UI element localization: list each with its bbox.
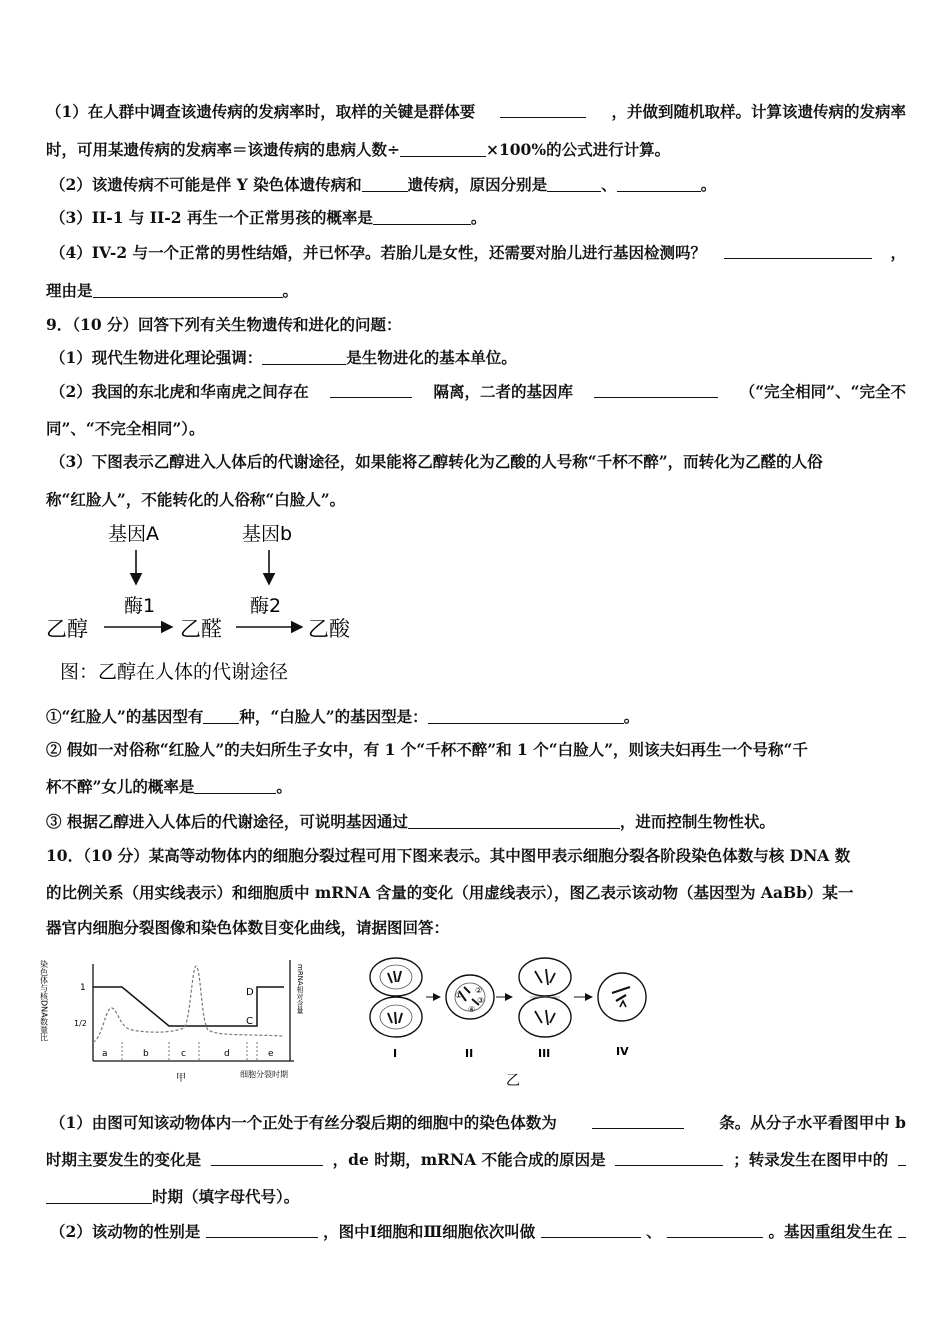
text: ；转录发生在图甲中的 [733,1150,889,1169]
q10-part2 [50,1222,906,1242]
q10-part1-line2 [46,1150,906,1170]
chart-jia [39,950,319,1090]
q8-part1-line2 [46,140,670,160]
phase-c-label: c [181,1049,186,1059]
q9-part3-line2: 称“红脸人”，不能转化的人俗称“白脸人”。 [46,490,346,509]
q9-sub1 [46,707,639,727]
text: （“完全相同”、“完全不 [739,382,906,401]
phase-e-label: e [268,1049,274,1059]
cell-iv-label: IV [616,1045,629,1058]
q9-part2-line1 [50,382,906,402]
text: 是生物进化的基本单位。 [346,348,517,367]
mrna-content-curve [93,966,284,1042]
text: 。 [623,707,640,726]
point-d-label: D [246,987,254,998]
text: （1）在人群中调查该遗传病的发病率时，取样的关键是群体要 [46,102,476,121]
point-c-label: C [246,1016,253,1027]
figure-yi-cell-division [360,955,665,1090]
text: 时期（填字母代号）。 [152,1187,300,1206]
cell-iii-label: III [538,1047,551,1060]
text: （1）现代生物进化理论强调： [50,348,263,367]
answer-blank[interactable] [206,1222,318,1238]
text: ， [890,243,906,262]
answer-blank[interactable] [898,1150,906,1166]
text: 。 [276,777,292,796]
answer-blank[interactable] [667,1222,763,1238]
cell-i-label: I [393,1047,398,1060]
q8-part4-line2 [46,281,298,301]
cell-ii-label: II [465,1047,474,1060]
q8-part4-line1 [50,243,906,263]
y-axis-left-label: 染色体与核DNA数量比 [39,960,49,1042]
text: 条。从分子水平看图甲中 b [719,1113,906,1132]
text: （4）IV-2 与一个正常的男性结婚，并已怀孕。若胎儿是女性，还需要对胎儿进行基因检测吗？ [50,243,707,262]
chromosome-dna-ratio-line [93,987,284,1026]
text: ，图中Ⅰ细胞和Ⅲ细胞依次叫做 [323,1222,536,1241]
answer-blank[interactable] [400,141,486,157]
q9-sub3 [46,812,775,832]
answer-blank[interactable] [428,708,624,724]
enzyme2-label: 酶2 [250,595,282,617]
cell-iv [598,973,646,1021]
q8-part2 [50,175,716,195]
q8-part3 [50,208,486,228]
text: 。基因重组发生在 [768,1222,893,1241]
cell-i [370,958,422,1037]
answer-blank[interactable] [408,813,620,829]
q9-sub2-line1: ② 假如一对俗称“红脸人”的夫妇所生子女中，有 1 个“千杯不醉”和 1 个“白脸人”，则该夫妇再生一个号称“千 [46,740,808,759]
text: ③ 根据乙醇进入人体后的代谢途径，可说明基因通过 [46,812,408,831]
text: 理由是 [46,281,93,300]
answer-blank[interactable] [592,1113,684,1129]
figure-yi-caption: 乙 [506,1073,520,1089]
x-axis-label: 细胞分裂时期 [240,1070,288,1079]
svg-text:④: ④ [468,1005,476,1014]
text: ×100%的公式进行计算。 [486,140,671,159]
y-axis-right-label: mRNA相对含量 [296,964,304,1014]
text: （3）II-1 与 II-2 再生一个正常男孩的概率是 [50,208,373,227]
cell-ii [446,975,494,1019]
q9-sub2-line2 [46,777,292,797]
y-tick-1: 1 [80,983,86,993]
answer-blank[interactable] [615,1150,723,1166]
q10-part1-line1 [50,1113,906,1133]
q10-heading-line3: 器官内细胞分裂图像和染色体数目变化曲线，请据图回答： [46,918,450,937]
cell-iii [519,958,571,1037]
answer-blank[interactable] [362,176,408,192]
q8-part1-line1 [46,102,906,122]
q9-part3-line1: （3）下图表示乙醇进入人体后的代谢途径，如果能将乙醇转化为乙酸的人号称“千杯不醉”，而转化为乙醛的人俗 [50,452,823,471]
text: 时，可用某遗传病的发病率＝该遗传病的患病人数÷ [46,140,400,159]
answer-blank[interactable] [211,1150,323,1166]
answer-blank[interactable] [262,349,346,365]
text: 时期主要发生的变化是 [46,1150,202,1169]
svg-text:①: ① [455,991,463,1000]
answer-blank[interactable] [373,209,471,225]
q10-heading-line2: 的比例关系（用实线表示）和细胞质中 mRNA 含量的变化（用虚线表示），图乙表示该动物（基因型为 AaBb）某一 [46,883,854,902]
text: 。 [282,281,299,300]
q9-part2-line2: 同”、“不完全相同”）。 [46,419,205,438]
text: （2）该遗传病不可能是伴 Y 染色体遗传病和 [50,175,362,194]
text: 隔离，二者的基因库 [433,382,574,401]
ethanol-pathway-figure [44,518,364,690]
text: 、 [646,1222,662,1241]
text: （1）由图可知该动物体内一个正处于有丝分裂后期的细胞中的染色体数为 [50,1113,557,1132]
phase-a-label: a [102,1049,108,1059]
phase-d-label: d [224,1049,230,1059]
q10-part1-line3 [46,1187,299,1207]
text: ①“红脸人”的基因型有 [46,707,204,726]
answer-blank[interactable] [547,176,601,192]
answer-blank[interactable] [203,708,239,724]
gene-b-label: 基因b [242,523,293,545]
answer-blank[interactable] [93,282,283,298]
answer-blank[interactable] [46,1188,152,1204]
text: ，de 时期，mRNA 不能合成的原因是 [332,1150,606,1169]
text: 种，“白脸人”的基因型是： [239,707,428,726]
text: （2）该动物的性别是 [50,1222,201,1241]
q10-heading-line1: 10．（10 分）某高等动物体内的细胞分裂过程可用下图来表示。其中图甲表示细胞分裂各阶段染色体数与核 DNA 数 [46,846,851,865]
text: 。 [700,175,717,194]
q9-heading: 9．（10 分）回答下列有关生物遗传和进化的问题： [46,315,402,334]
figure-caption: 图：乙醇在人体的代谢途径 [60,661,289,683]
answer-blank[interactable] [617,176,701,192]
enzyme1-label: 酶1 [124,595,156,617]
y-tick-half: 1/2 [74,1019,87,1028]
phase-b-label: b [143,1049,149,1059]
answer-blank[interactable] [500,102,586,118]
text: 遗传病，原因分别是 [407,175,548,194]
answer-blank[interactable] [724,243,872,259]
text: 杯不醉”女儿的概率是 [46,777,195,796]
text: （2）我国的东北虎和华南虎之间存在 [50,382,309,401]
ethanol-label: 乙醇 [46,617,88,641]
acetaldehyde-label: 乙醛 [180,617,222,641]
text: 。 [470,208,487,227]
answer-blank[interactable] [330,382,412,398]
acetic-acid-label: 乙酸 [308,617,350,641]
text: 、 [601,175,617,194]
answer-blank[interactable] [594,382,718,398]
answer-blank[interactable] [898,1222,906,1238]
svg-text:②: ② [475,986,483,995]
answer-blank[interactable] [194,778,276,794]
gene-a-label: 基因A [108,523,159,545]
q9-part1 [50,348,517,368]
svg-text:③: ③ [477,996,485,1005]
text: ，进而控制生物性状。 [619,812,775,831]
chart-caption: 甲 [176,1073,186,1084]
text: ，并做到随机取样。计算该遗传病的发病率 [611,102,906,121]
answer-blank[interactable] [541,1222,641,1238]
